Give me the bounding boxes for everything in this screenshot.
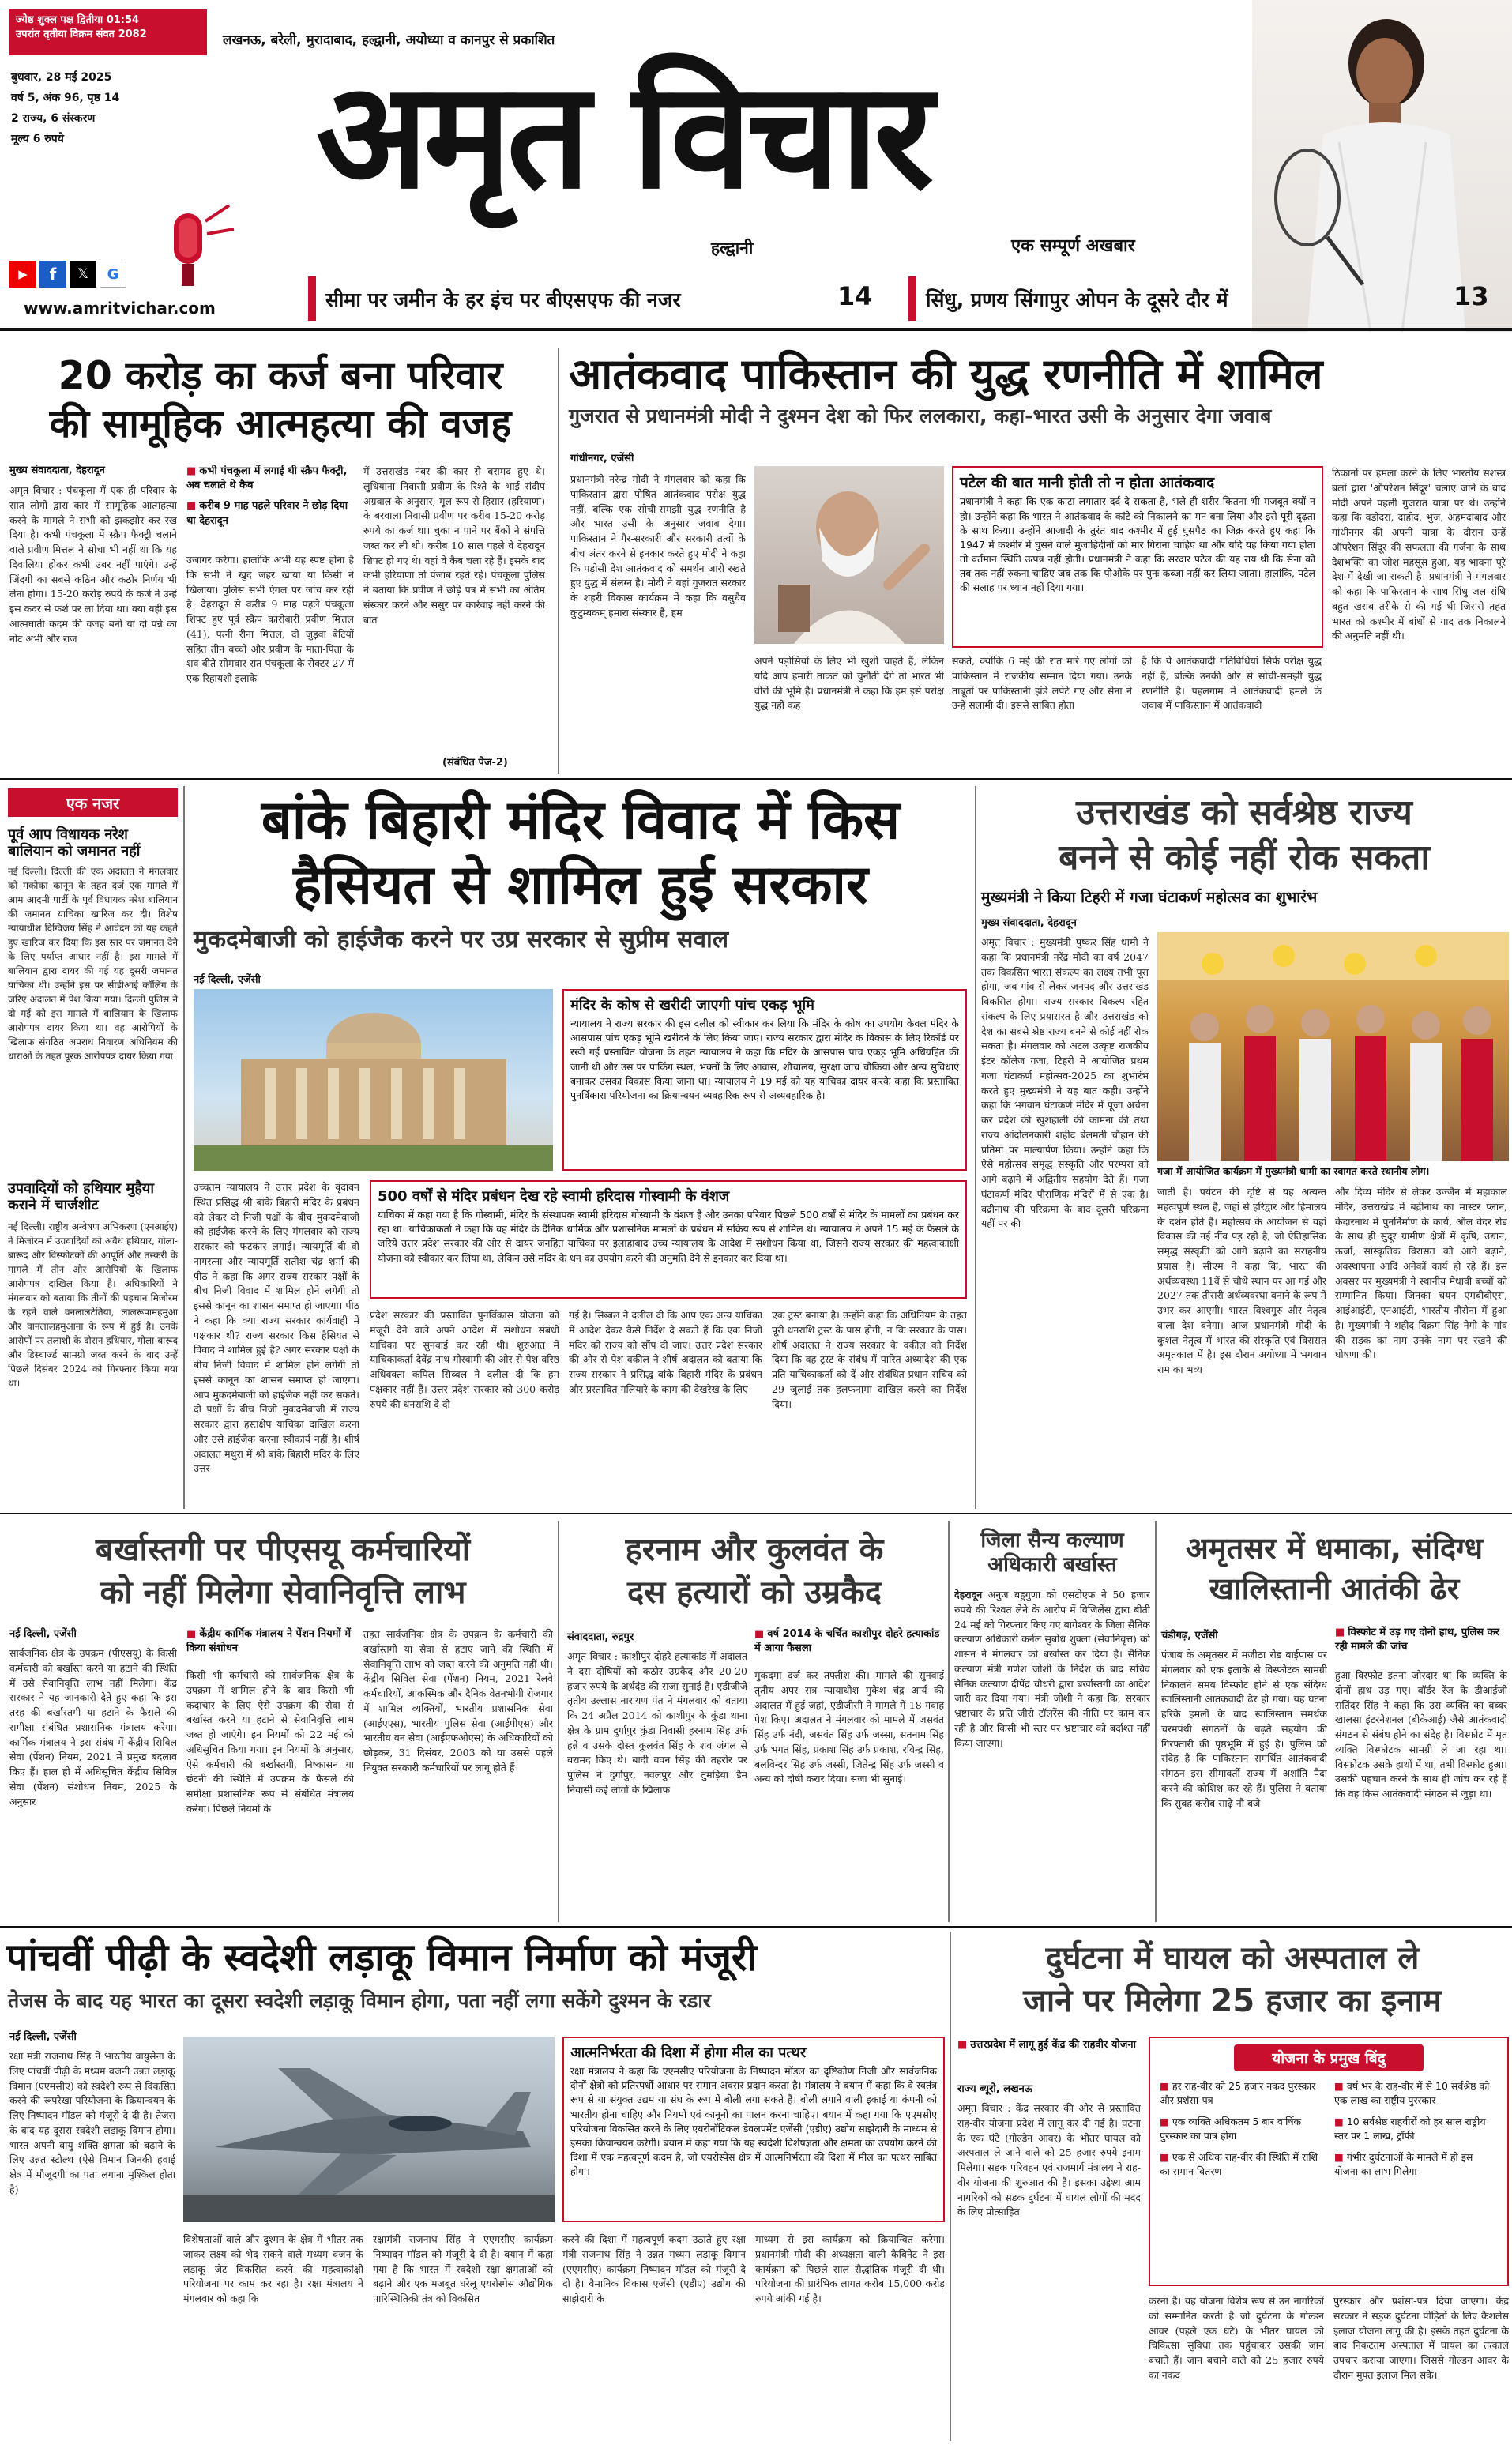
s10-col-a: अमृत विचार : केंद्र सरकार की ओर से प्रस्तावित राह-वीर योजना प्रदेश में लागू कर दी गई है। घटना के एक घंटे (गोल्डेन आवर) के भीतर घायल को अस्पताल ले जाने वाले को 25 हजार रुपये इनाम मिलेगा। सड़क परिवहन एवं राजमार्ग मंत्रालय ने राह-वीर योजना की शुरुआत की है। इसका उद्देश्य आम नागरिकों को सड़क दुर्घटना में घायल लोगों की मदद के लिए प्रोत्साहित: [957, 2102, 1141, 2218]
s3-box1-title: मंदिर के कोष से खरीदी जाएगी पांच एकड़ भूमि: [570, 997, 814, 1014]
tagline: एक सम्पूर्ण अखबार: [1011, 236, 1135, 256]
s10-point: ■ 10 सर्वश्रेष्ठ राहवीरों को हर साल राष्ट्रीय स्तर पर 1 लाख, ट्रॉफी: [1334, 2116, 1486, 2142]
s8-bullet: ■ विस्फोट में उड़ गए दोनों हाथ, पुलिस कर रही मामले की जांच: [1335, 1627, 1499, 1653]
divider: [0, 1926, 1512, 1928]
s9-col-b: विशेषताओं वाले और दुश्मन के क्षेत्र में भीतर तक जाकर लक्ष्य को भेद सकने वाले मध्यम वजन के लड़ाकू जेट विकसित करने की महत्वाकांक्षी परियोजना पर काम कर रहा है। रक्षा मंत्रालय ने मंगलवार को कहा कि: [183, 2233, 363, 2304]
s2-headline: आतंकवाद पाकिस्तान की युद्ध रणनीति में शामिल: [569, 349, 1323, 399]
s5-col-c: तहत सार्वजनिक क्षेत्र के उपक्रम के कर्मचारी की बर्खास्तगी या सेवा से हटाए जाने की स्थिति में सेवानिवृत्ति लाभ को जब्त करने की अनुमति नहीं थी। केंद्रीय सिविल सेवा (पेंशन) नियम, 2021 रेलवे कर्मचारियों, आकस्मिक और दैनिक वेतनभोगी रोजगार में शामिल व्यक्तियों, भारतीय प्रशासनिक सेवा (आईएएस), भारतीय पुलिस सेवा (आईपीएस) और भारतीय वन सेवा (आईएफओएस) के अधिकारियों को छोड़कर, 31 दिसंबर, 2003 को या उससे पहले नियुक्त सरकारी कर्मचारियों पर लागू होते हैं।: [363, 1628, 553, 1774]
s5-headline: बर्खास्तगी पर पीएसयू कर्मचारियों को नहीं मिलेगा सेवानिवृत्ति लाभ: [95, 1532, 471, 1611]
ek-nazar-b2: नई दिल्ली। राष्ट्रीय अन्वेषण अभिकरण (एनआईए) ने मिजोरम में उग्रवादियों को अवैध हथियार, गोला-बारूद और विस्फोटकों की आपूर्ति और तस्करी के मामले में तीन और आरोपियों के खिलाफ आरोपपत्र दाखिल किया है। अधिकारियों ने मंगलवार को बताया कि तीनों की पहचान मिजोरम के रहने वाले वनलालटेतिया, लालरूपामहमुआ और वानलालहमुआना के रूप में हुई है। उनके आरोपों पर तलाशी के दौरान हथियार, गोला-बारूद और डिस्चार्ज्ड सामग्री जब्त करने के बाद उन्हें पिछले दिसंबर 2024 को गिरफ्तार किया गया था।: [8, 1221, 178, 1389]
divider: [558, 1521, 559, 1922]
s3-dateline: नई दिल्ली, एजेंसी: [194, 974, 261, 986]
s5-col-b: किसी भी कर्मचारी को सार्वजनिक क्षेत्र के उपक्रम में शामिल होने के बाद किसी भी कदाचार के लिए ऐसे उपक्रम की सेवा से बर्खास्त करने या हटाने से सेवानिवृत्ति लाभ जब्त हो जाएंगे। इन नियमों को 22 मई को अधिसूचित किया गया। इन नियमों के अनुसार, ऐसे कर्मचारी की बर्खास्तगी, निष्कासन या छंटनी की स्थिति में उपक्रम के फैसले की समीक्षा प्रशासनिक रूप से संबंधित मंत्रालय करेगा। पिछले नियमों के: [186, 1669, 354, 1815]
social-icons: [9, 261, 126, 288]
date-info: [11, 68, 119, 150]
s8-col-b: हुआ विस्फोट इतना जोरदार था कि व्यक्ति के दोनों हाथ उड़ गए। बॉर्डर रेंज के डीआईजी सतिंदर सिंह ने कहा कि उस व्यक्ति का बब्बर खालसा इंटरनेशनल (बीकेआई) जैसे आतंकवादी संगठन से संबंध होने का संदेह है। विस्फोट में मृत व्यक्ति विस्फोटक सामग्री ले जा रहा था। विस्फोटक उसके हाथों में था, तभी विस्फोट हुआ। उसकी पहचान करने के साथ ही जांच कर रहे हैं कि वह किस आतंकवादी संगठन से जुड़ा था।: [1335, 1669, 1507, 1800]
city-name: हल्द्वानी: [711, 239, 754, 258]
s10-box-points: [1150, 2076, 1507, 2181]
x-icon[interactable]: 𝕏: [70, 261, 96, 288]
s7-body: देहरादून अनुज बहुगुणा को एसटीएफ ने 50 हजार रुपये की रिश्वत लेने के आरोप में विजिलेंस द्वारा बीती 24 मई को गिरफ्तार किए गए बागेश्वर के जिला सैनिक कल्याण अधिकारी कर्नल सुबोध शुक्ला (सेवानिवृत्त) को शासन ने मंगलवार को बर्खास्त कर दिया है। सैनिक कल्याण मंत्री गणेश जोशी के निर्देश के बाद सचिव सैनिक कल्याण दीपेंद्र चौधरी द्वारा बर्खास्तगी का आदेश जारी कर दिया गया। मंत्री जोशी ने कहा कि, सरकार भ्रष्टाचार के प्रति जीरो टॉलरेंस की नीति पर काम कर रही है और किसी भी स्तर पर भ्रष्टाचार को बर्दाश्त नहीं किया जाएगा।: [954, 1589, 1150, 1749]
s8-col-a: पंजाब के अमृतसर में मजीठा रोड बाईपास पर मंगलवार को एक इलाके से विस्फोटक सामग्री निकालने समय विस्फोट होने से एक संदिग्ध खालिस्तानी आतंकवादी ढेर हो गया। यह घटना हरिके हमलों के बाद खालिस्तान समर्थक चरमपंथी संगठनों के बढ़ते सहयोग की गिरफ्तारी की पृष्ठभूमि में हुई है। पुलिस को संदेह है कि पाकिस्तान समर्थित आतंकवादी संगठन इस सीमावर्ती राज्य में अशांति पैदा करने की कोशिश कर रहे हैं। पुलिस ने बताया कि सुबह करीब साढ़े नौ बजे: [1161, 1649, 1327, 1809]
facebook-icon[interactable]: f: [39, 261, 66, 288]
ek-nazar-h2: उपवादियों को हथियार मुहैया कराने में चार्जशीट: [8, 1180, 154, 1214]
s6-col-a: अमृत विचार : काशीपुर दोहरे हत्याकांड में अदालत ने दस दोषियों को कठोर उम्रकैद और 20-20 हजार रुपये के अर्थदंड की सजा सुनाई है। एडीजीजे तृतीय उल्लास नारायण पंत ने मंगलवार को बताया कि 24 अप्रैल 2014 को काशीपुर के कुंडा थाना क्षेत्र के ग्राम दुर्गापुर कुंडा निवासी हरनाम सिंह उर्फ हन्ने व उसके दोस्त कुलवंत सिंह के शव जंगल से बरामद किए थे। बादी ववन सिंह की तहरीर पर पुलिस ने दुर्गापुर, नवलपुर और तुमड़िया डैम निवासी कई लोगों के खिलाफ: [567, 1650, 747, 1796]
divider: [558, 348, 559, 774]
divider: [948, 1521, 950, 1922]
s1-bullets: [186, 465, 354, 528]
teaser-bar: [308, 276, 1512, 321]
s2-patel-box: [952, 466, 1323, 648]
s2-box-body: प्रधानमंत्री ने कहा कि एक काटा लगातार दर्द दे सकता है, भले ही शरीर कितना भी मजबूत क्यों न हो। उन्होंने कहा कि भारत ने आतंकवाद के कांटे को निकालने का मन बना लिया और इसे पूरी दृढ़ता के साथ किया। उन्होंने आजादी के तुरंत बाद कश्मीर में हुई घुसपैठ का जिक्र करते हुए कहा कि 1947 में कश्मीर में घुसने वाले मुजाहिदीनों को मार गिराना चाहिए था और यदि यह किया गया होता तो वर्तमान स्थिति उत्पन्न नहीं होती। प्रधानमंत्री ने कहा कि सरदार पटेल की यह राय थी कि सेना को तब तक नहीं रुकना चाहिए जब तक कि पीओके पर पुनः कब्जा नहीं कर लिया जाता। हालांकि, पटेल की सलाह पर ध्यान नहीं दिया गया।: [960, 495, 1315, 594]
s2-dateline: गांधीनगर, एजेंसी: [570, 453, 634, 465]
s9-box-title: आत्मनिर्भरता की दिशा में होगा मील का पत्थर: [570, 2044, 807, 2061]
s10-box-title: योजना के प्रमुख बिंदु: [1234, 2044, 1424, 2071]
s5-dateline: नई दिल्ली, एजेंसी: [9, 1628, 77, 1640]
s1-bullet-1: ■ कभी पंचकूला में लगाई थी स्क्रैप फैक्ट्री, अब चलाते थे कैब: [186, 465, 348, 492]
edition-info: 2 राज्य, 6 संस्करण: [11, 111, 96, 125]
teaser-2-page: 13: [1454, 281, 1489, 311]
s1-headline: 20 करोड़ का कर्ज बना परिवार की सामूहिक आत्महत्या की वजह: [49, 353, 512, 447]
google-icon[interactable]: G: [100, 261, 126, 288]
cm-dhami-event-photo: [1157, 932, 1509, 1161]
s1-col-b: उजागर करेगा। हालांकि अभी यह स्पष्ट होना है कि सभी ने खुद जहर खाया या किसी ने खिलाया। पुलिस सभी एंगल पर जांच कर रही है। देहरादून से करीब 9 माह पहले पंचकूला शिफ्ट हुए पूर्व स्क्रैप कारोबारी प्रवीण मित्तल (41), पत्नी रीना मित्तल, दो जुड़वां बेटियों सहित तीन बच्चों और प्रवीण के माता-पिता के शव बीते सोमवार रात पंचकूला के सेक्टर 27 में एक रिहायशी इलाके: [186, 554, 354, 684]
panchang-line-2: उपरांत तृतीया विक्रम संवत 2082: [16, 28, 147, 41]
ek-nazar-h1: पूर्व आप विधायक नरेश बालियान को जमानत नहीं: [8, 826, 141, 860]
divider: [1155, 1521, 1157, 1922]
s10-point: ■ हर राह-वीर को 25 हजार नकद पुरस्कार और प्रशंसा-पत्र: [1160, 2080, 1316, 2106]
s3-box2-title: 500 वर्षों से मंदिर प्रबंधन देख रहे स्वामी हरिदास गोस्वामी के वंशज: [378, 1188, 730, 1205]
s6-headline: हरनाम और कुलवंत के दस हत्यारों को उम्रकैद: [625, 1532, 884, 1611]
s2-col-d: है कि ये आतंकवादी गतिविधियां सिर्फ परोक्ष युद्ध नहीं हैं, बल्कि उनकी ओर से सोची-समझी युद्ध रणनीति है। पहलगाम में आतंकवादी हमले के जवाब में पाकिस्तान में आतंकवादी: [1142, 655, 1322, 712]
s3-col-a: उच्चतम न्यायालय ने उत्तर प्रदेश के वृंदावन स्थित प्रसिद्ध श्री बांके बिहारी मंदिर के प्रबंधन को लेकर दो निजी पक्षों के बीच मुकदमेबाजी को हाईजैक करने के लिए मंगलवार को राज्य सरकार को फटकार लगाई। न्यायमूर्ति बी वी नागरत्ना और न्यायमूर्ति सतीश चंद्र शर्मा की पीठ ने कहा कि अगर राज्य सरकार पक्षों के बीच निजी विवाद में शामिल होने लगेगी तो इससे कानून का शासन समाप्त हो जाएगा। पीठ ने कहा कि क्या राज्य सरकार कार्यवाही में पक्षकार थी? राज्य सरकार किस हैसियत से विवाद में शामिल हुई है? अगर सरकार पक्षों के बीच निजी विवाद में शामिल होने लगेगी तो इससे कानून का शासन समाप्त हो जाएगा। आप मुकदमेबाजी को हाईजैक नहीं कर सकते। दो पक्षों के बीच निजी मुकदमेबाजी में राज्य सरकार द्वारा हस्तक्षेप याचिका दाखिल करना और उसे हाईजैक करना स्वीकार्य नहीं है। शीर्ष अदालत मथुरा में श्री बांके बिहारी मंदिर के लिए उत्तर: [194, 1181, 359, 1475]
s3-land-box: [562, 989, 967, 1171]
s7-headline: जिला सैन्य कल्याण अधिकारी बर्खास्त: [980, 1529, 1124, 1577]
s10-point: ■ एक से अधिक राह-वीर की स्थिति में राशि का समान वितरण: [1160, 2151, 1318, 2177]
s9-box-body: रक्षा मंत्रालय ने कहा कि एएमसीए परियोजना के निष्पादन मॉडल का दृष्टिकोण निजी और सार्वजनिक दोनों क्षेत्रों को प्रतिस्पर्धी आधार पर समान अवसर प्रदान करता है। मंत्रालय ने बयान में कहा कि वे स्वतंत्र रूप से या संयुक्त उद्यम या संघ के रूप में बोली लगा सकते हैं। बोली लगाने वाली इकाई या कंपनी को भारतीय होना चाहिए और नियमों एवं कानूनों का पालन करना चाहिए। बयान में कहा गया कि एएमसीए परियोजना विकसित करने के लिए एयरोनॉटिकल डेवलपमेंट एजेंसी (एडीए) उद्योग साझेदारी के माध्यम से इसका क्रियान्वयन करेगी। बयान में कहा गया कि यह स्वदेशी विशेषज्ञता और क्षमता का उपयोग करने की दिशा में एक महत्वपूर्ण कदम है, जो एयरोस्पेस क्षेत्र में आत्मनिर्भरता की दिशा में मील का पत्थर साबित होगा।: [570, 2065, 937, 2178]
panchang-box: [9, 9, 207, 55]
divider: [0, 1513, 1512, 1514]
s10-point: ■ वर्ष भर के राह-वीर में से 10 सर्वश्रेष्ठ को एक लाख का राष्ट्रीय पुरस्कार: [1334, 2080, 1490, 2106]
s2-col-c: सकते, क्योंकि 6 मई की रात मारे गए लोगों को पाकिस्तान में राजकीय सम्मान दिया गया। उनके ताबूतों पर पाकिस्तानी झंडे लपेटे गए और सेना ने उन्हें सलामी दी। इससे साबित होता: [952, 655, 1132, 712]
s3-col-b: प्रदेश सरकार की प्रस्तावित पुनर्विकास योजना को मंजूरी देने वाले अपने आदेश में संशोधन संबंधी याचिका पर सुनवाई कर रही थी। शुरुआत में याचिकाकर्ता देवेंद्र नाथ गोस्वामी की ओर से पेश वरिष्ठ अधिवक्ता कपिल सिब्बल ने दलील दी कि हम पक्षकार नहीं हैं। उत्तर प्रदेश सरकार को 300 करोड़ रुपये की धनराशि दे दी: [370, 1309, 559, 1410]
s2-subhead: गुजरात से प्रधानमंत्री मोदी ने दुश्मन देश को फिर ललकारा, कहा-भारत उसी के अनुसार देगा जवाब: [569, 404, 1272, 427]
s3-box2-body: याचिका में कहा गया है कि गोस्वामी, मंदिर के संस्थापक स्वामी हरिदास गोस्वामी के वंशज हैं और उनका परिवार पिछले 500 वर्षों से मंदिर के मामलों का प्रबंधन कर रहा था। याचिकाकर्ता ने कहा कि वह मंदिर के दैनिक धार्मिक और प्रशासनिक मामलों के प्रबंधन में सक्रिय रूप से शामिल थे। न्यायालय ने अपने 15 मई के फैसले के जरिये उत्तर प्रदेश सरकार की ओर से दायर जनहित याचिका पर इलाहाबाद उच्च न्यायालय के आदेश में संशोधन किया था, जिसने राज्य सरकार की महत्वाकांक्षी योजना को स्वीकार कर लिया था, लेकिन उसे मंदिर के धन का उपयोग करने की अनुमति देने से इनकार कर दिया था।: [378, 1209, 959, 1264]
s2-col-e: ठिकानों पर हमला करने के लिए भारतीय सशस्त्र बलों द्वारा 'ऑपरेशन सिंदूर' चलाए जाने के बाद मोदी अपने पहली गुजरात यात्रा पर थे। उन्होंने कहा कि वडोदरा, दाहोद, भुज, अहमदाबाद और गांधीनगर की अपनी यात्रा के दौरान उन्हें ऑपरेशन सिंदूर की सफलता की गर्जना के साथ देशभक्ति का जोश महसूस हुआ, यह भावना पूरे देश में देखी जा सकती है। प्रधानमंत्री ने मंगलवार को कहा कि पाकिस्तान के साथ सिंधु जल संधि बहुत खराब तरीके से की गई थी जिससे तहत भारत को कश्मीर में बांधों से गाद तक निकालने की अनुमति नहीं थी।: [1332, 467, 1506, 642]
microphone-logo-icon: [150, 197, 237, 292]
s9-subhead: तेजस के बाद यह भारत का दूसरा स्वदेशी लड़ाकू विमान होगा, पता नहीं लगा सकेंगे दुश्मन के रडार: [8, 1989, 712, 2012]
s10-scheme-box: [1149, 2037, 1509, 2286]
s10-dateline: राज्य ब्यूरो, लखनऊ: [957, 2083, 1033, 2095]
s2-box-title: पटेल की बात मानी होती तो न होता आतंकवाद: [960, 474, 1215, 491]
s1-col-c: में उत्तराखंड नंबर की कार से बरामद हुए थे। लुधियाना निवासी प्रवीण के रिश्ते के भाई संदीप अग्रवाल के अनुसार, मूल रूप से हिसार (हरियाणा) के बरवाला निवासी प्रवीण पर करीब 15-20 करोड़ रुपये का कर्ज था। चुका न पाने पर बैंकों ने संपत्ति जब्त कर ली थी। करीब 10 साल पहले वे देहरादून शिफ्ट हो गए थे। वहां वे कैब चला रहे हैं। इसके बाद कभी हरियाणा तो पंजाब रहते रहे। पंचकूला पुलिस ने बताया कि प्रवीण ने छोड़े पत्र में सभी का अंतिम संस्कार करने और ससुर पर कार्रवाई नहीं करने की बात: [363, 465, 545, 626]
s3-col-c: गई है। सिब्बल ने दलील दी कि आप एक अन्य याचिका में आदेश देकर कैसे निर्देश दे सकते हैं कि एक निजी मंदिर को राज्य को सौंप दी जाए। उत्तर प्रदेश सरकार की ओर से पेश वकील ने शीर्ष अदालत को बताया कि राज्य सरकार ने प्रसिद्ध बांके बिहारी मंदिर के प्रबंधन और प्रस्तावित गलियारे के काम की देखरेख के लिए: [569, 1309, 762, 1395]
divider: [975, 786, 976, 1509]
s9-col-c: रक्षामंत्री राजनाथ सिंह ने एएमसीए कार्यक्रम निष्पादन मॉडल को मंजूरी दे दी है। बयान में कहा गया है कि भारत में स्वदेशी रक्षा क्षमताओं को बढ़ाने और एक मजबूत घरेलू एयरोस्पेस औद्योगिक पारिस्थितिकी तंत्र को विकसित: [373, 2233, 553, 2304]
s9-headline: पांचवीं पीढ़ी के स्वदेशी लड़ाकू विमान निर्माण को मंजूरी: [6, 1935, 757, 1980]
s3-subhead: मुकदमेबाजी को हाईजैक करने पर उप्र सरकार से सुप्रीम सवाल: [194, 926, 729, 954]
fighter-jet-photo: [183, 2037, 555, 2222]
s4-col-c: और दिव्य मंदिर से लेकर उज्जैन में महाकाल मंदिर, उत्तराखंड में बद्रीनाथ का मास्टर प्लान, केदारनाथ में पुनर्निर्माण के कार्य, ऑल वेदर रोड के साथ ही सुदूर ग्रामीण क्षेत्रों में कृषि, उद्यान, ऊर्जा, सांस्कृतिक विरासत को आगे बढ़ाने, अवस्थापना आदि अनेकों कार्य हो रहे हैं। इस अवसर पर मुख्यमंत्री ने स्थानीय मेधावी बच्चों को सम्मानित किया। जिनका चयन एमबीबीएस, आईआईटी, एनआईटी, भारतीय नौसेना में हुआ है। मुख्यमंत्री ने शहीद विक्रम सिंह नेगी के गांव की सड़क का नाम उनके नाम पर रखने की घोषणा की।: [1335, 1186, 1507, 1361]
masthead-rule: [0, 328, 1512, 331]
s10-point: ■ गंभीर दुर्घटनाओं के मामले में ही इस योजना का लाभ मिलेगा: [1334, 2151, 1473, 2177]
teaser-1[interactable]: सीमा पर जमीन के हर इंच पर बीएसएफ की नजर: [325, 288, 681, 311]
s1-col-a: अमृत विचार : पंचकूला में एक ही परिवार के सात लोगों द्वारा कार में सामूहिक आत्महत्या करने के मामले ने सभी को झकझोर कर रख दिया है। कभी पंचकूला में स्क्रैप फैक्ट्री चलाने वाले प्रवीण मित्तल ने सोचा भी नहीं था कि यह दिवालिया होकर कभी उबर नहीं पाएंगे। उन्हें जिंदगी का सबसे कठिन और कठोर निर्णय भी लेना होगा। 15-20 करोड़ रुपये के कर्ज ने उन्हें इस कदर से फर्श पर ला दिया था। क्या यही इस आत्मघाती कदम की वजह बनी या दो पन्ने का नोट अभी और राज: [9, 484, 177, 645]
s10-headline: दुर्घटना में घायल को अस्पताल ले जाने पर मिलेगा 25 हजार का इनाम: [1023, 1940, 1442, 2019]
s6-bullet: ■ वर्ष 2014 के चर्चित काशीपुर दोहरे हत्याकांड में आया फैसला: [754, 1628, 940, 1655]
s6-dateline: संवाददाता, रुद्रपुर: [567, 1631, 634, 1643]
s3-haridas-box: [370, 1180, 967, 1299]
s5-bullet: ■ केंद्रीय कार्मिक मंत्रालय ने पेंशन नियमों में किया संशोधन: [186, 1628, 352, 1655]
s4-headline: उत्तराखंड को सर्वश्रेष्ठ राज्य बनने से कोई नहीं रोक सकता: [1059, 792, 1430, 878]
s10-col-c: पुरस्कार और प्रशंसा-पत्र दिया जाएगा। केंद्र सरकार ने सड़क दुर्घटना पीड़ितों के लिए कैशलेस इलाज योजना लागू की है। इसके तहत दुर्घटना के बाद निकटतम अस्पताल में घायल का तत्काल उपचार कराया जाएगा। जिससे गोल्डन आवर के दौरान मुफ्त इलाज मिल सके।: [1333, 2295, 1509, 2381]
s9-col-d: करने की दिशा में महत्वपूर्ण कदम उठाते हुए रक्षा मंत्री राजनाथ सिंह ने उन्नत मध्यम लड़ाकू विमान (एएमसीए) कार्यक्रम निष्पादन मॉडल को मंजूरी दे दी है। वैमानिक विकास एजेंसी (एडीए) उद्योग की साझेदारी के: [562, 2233, 746, 2304]
modi-photo: [754, 466, 944, 644]
s3-col-d: एक ट्रस्ट बनाया है। उन्होंने कहा कि अधिनियम के तहत पूरी धनराशि ट्रस्ट के पास होगी, न कि सरकार के पास। शीर्ष अदालत ने राज्य सरकार के वकील को निर्देश दिया कि वह ट्रस्ट के संबंध में पारित अध्यादेश की एक प्रति याचिकाकर्ता को दें और संबंधित प्रधान सचिव को 29 जुलाई तक हलफनामा दाखिल करने का निर्देश दिया।: [772, 1309, 967, 1410]
divider: [950, 1932, 951, 2441]
s10-bullet: ■ उत्तरप्रदेश में लागू हुई केंद्र की राहवीर योजना: [957, 2039, 1136, 2051]
supreme-court-photo: [194, 989, 553, 1171]
editions-line: लखनऊ, बरेली, मुरादाबाद, हल्द्वानी, अयोध्या व कानपुर से प्रकाशित: [223, 32, 555, 48]
ek-nazar-label: एक नजर: [8, 788, 178, 817]
newspaper-title: अमृत विचार: [316, 50, 930, 221]
s9-dateline: नई दिल्ली, एजेंसी: [9, 2031, 77, 2043]
s4-photo-caption: गजा में आयोजित कार्यक्रम में मुख्यमंत्री धामी का स्वागत करते स्थानीय लोग।: [1157, 1165, 1430, 1177]
s4-subhead: मुख्यमंत्री ने किया टिहरी में गजा घंटाकर्ण महोत्सव का शुभारंभ: [981, 889, 1318, 906]
s1-bullet-2: ■ करीब 9 माह पहले परिवार ने छोड़ दिया था देहरादून: [186, 500, 348, 527]
s5-col-a: सार्वजनिक क्षेत्र के उपक्रम (पीएसयू) के किसी कर्मचारी को बर्खास्त करने या हटाने की स्थिति में उसे सेवानिवृत्ति लाभ नहीं मिलेगा। केंद्र सरकार ने यह जानकारी देते हुए कहा कि इस तरह की बर्खास्तगी या हटाने के फैसले की समीक्षा संबंधित प्रशासनिक मंत्रालय करेगा। कार्मिक मंत्रालय ने इस संबंध में केंद्रीय सिविल सेवा (पेंशन) नियम, 2021 में प्रमुख बदलाव किए हैं। हाल ही में अधिसूचित केंद्रीय सिविल सेवा (पेंशन) संशोधन नियम, 2025 के अनुसार: [9, 1647, 177, 1807]
s1-continued[interactable]: (संबंधित पेज-2): [442, 757, 508, 769]
ek-nazar-b1: नई दिल्ली। दिल्ली की एक अदालत ने मंगलवार को मकोका कानून के तहत दर्ज एक मामले में आम आदमी पार्टी के पूर्व विधायक नरेश बालियान की जमानत याचिका खारिज कर दी। विशेष न्यायाधीश दिग्विजय सिंह ने आवेदन को यह कहते हुए खारिज कर दिया कि इस स्तर पर जमानत देने के लिए पर्याप्त आधार नहीं है। इस मामले में बालियान द्वारा दायर की गई यह दूसरी जमानत याचिका थी। उन्होंने इस पर सीडीआई कॉलिंग के जरिए अदालत में पेश किया गया। दिल्ली पुलिस ने दो मई को इस मामले में बालियान के खिलाफ आरोपपत्र दायर किया था। वह आरोपियों के खिलाफ संगठित अपराध निवारण अधिनियम की धाराओं के तहत पूरक आरोपपत्र दायर किया गया।: [8, 866, 178, 1062]
teaser-2[interactable]: सिंधु, प्रणय सिंगापुर ओपन के दूसरे दौर में: [926, 288, 1228, 311]
s2-col-b: अपने पड़ोसियों के लिए भी खुशी चाहते हैं, लेकिन यदि आप हमारी ताकत को चुनौती देंगे तो भारत भी वीरों की भूमि है। प्रधानमंत्री ने कहा कि हम इसे परोक्ष युद्ध नहीं कह: [754, 655, 944, 712]
s4-col-a: अमृत विचार : मुख्यमंत्री पुष्कर सिंह धामी ने कहा कि प्रधानमंत्री नरेंद्र मोदी का वर्ष 2047 तक विकसित भारत संकल्प का लक्ष्य तभी पूरा होगा, जब गांव से लेकर जनपद और उत्तराखंड विकसित होगा। राज्य सरकार विकल्प रहित संकल्प के लिए प्रयासरत है और उत्तराखंड को देश का सबसे श्रेष्ठ राज्य बनने से कोई नहीं रोक सकता है। मंगलवार को अटल उत्कृष्ट राजकीय इंटर कॉलेज गजा, टिहरी में आयोजित प्रथम गजा घंटाकर्ण महोत्सव-2025 का शुभारंभ करते हुए मुख्यमंत्री ने यह बात कही। उन्होंने कहा कि भगवान घंटाकर्ण मंदिर में पूजा अर्चना कर प्रदेश की खुशहाली की कामना की तथा राज्य आंदोलनकारी शहीद बेलमती चौहान की प्रतिमा पर माल्यार्पण किया। उन्होंने कहा कि ऐसे महोत्सव समृद्ध संस्कृति और परम्परा को आगे बढ़ाने में अद्वितीय सहयोग देते हैं। गजा घंटाकर्ण मंदिर पौराणिक मंदिरों में से एक है। बद्रीनाथ की परिक्रमा के बाद दूसरी परिक्रमा यहीं पर की: [981, 936, 1149, 1230]
price: मूल्य 6 रुपये: [11, 132, 64, 145]
divider: [183, 786, 185, 1509]
s9-milestone-box: [562, 2037, 945, 2222]
s1-dateline: मुख्य संवाददाता, देहरादून: [9, 465, 105, 476]
s4-dateline: मुख्य संवाददाता, देहरादून: [981, 917, 1077, 929]
s3-box1-body: न्यायालय ने राज्य सरकार की इस दलील को स्वीकार कर लिया कि मंदिर के कोष का उपयोग केवल मंदिर के आसपास पांच एकड़ भूमि खरीदने के लिए किया जाए। राज्य सरकार द्वारा मंदिर के विकास के लिए रिकॉर्ड पर रखी गई प्रस्तावित योजना के तहत न्यायालय ने कहा कि मंदिर के आसपास पांच एकड़ भूमि अधिग्रहित की जानी थी और उस पर पार्किंग स्थल, भक्तों के लिए आवास, शौचालय, सुरक्षा जांच चौकियां और अन्य सुविधाएं बनाकर उसका विकास किया जाना था। न्यायालय ने 19 मई को यह याचिका दायर करके कहा कि प्रस्तावित पुनर्विकास परियोजना का क्रियान्वयन व्यवहारिक रूप से अव्यवहारिक है।: [570, 1017, 959, 1101]
teaser-1-page: 14: [837, 281, 873, 311]
s10-point: ■ एक व्यक्ति अधिकतम 5 बार वार्षिक पुरस्कार का पात्र होगा: [1160, 2116, 1302, 2142]
s4-col-b: जाती है। पर्यटन की दृष्टि से यह अत्यन्त महत्वपूर्ण स्थल है, जहां से हरिद्वार और हिमालय के दर्शन होते हैं। महोत्सव के आयोजन से यहां विकास की नई नींव पड़ रही है, जो ऐतिहासिक समृद्ध संस्कृति को आगे बढ़ाने का सराहनीय प्रयास है। सीएम ने कहा कि, भारत की अर्थव्यवस्था 11वें से चौथे स्थान पर आ गई और 2027 तक तीसरी अर्थव्यवस्था बनाने के रूप में उभर कर आएगी। भारत विश्वगुरु और नेतृत्व वाला देश बनेगा। आज प्रधानमंत्री मोदी के कुशल नेतृत्व में भारत की संस्कृति एवं विरासत अमृतकाल में है। इस दौरान अयोध्या में भगवान राम का भव्य: [1157, 1186, 1326, 1375]
s8-dateline: चंडीगढ़, एजेंसी: [1161, 1630, 1218, 1642]
s2-col-a: प्रधानमंत्री नरेन्द्र मोदी ने मंगलवार को कहा कि पाकिस्तान द्वारा पोषित आतंकवाद परोक्ष युद्ध नहीं, बल्कि एक सोची-समझी युद्ध रणनीति है और भारत उसी के अनुसार जवाब देगा। पाकिस्तान ने गैर-सरकारी और सरकारी तत्वों के बीच अंतर करने से इनकार करते हुए मोदी ने कहा कि पड़ोसी देश आतंकवाद को समर्थन जारी रखते हुए युद्ध में संलग्न है। मोदी ने यहां गुजरात सरकार के शहरी विकास कार्यक्रम में कहा कि वसुधैव कुटुम्बकम् हमारा संस्कार है, हम: [570, 473, 746, 619]
issue-date: बुधवार, 28 मई 2025: [11, 71, 112, 84]
s8-headline: अमृतसर में धमाका, संदिग्ध खालिस्तानी आतंकी ढेर: [1185, 1531, 1484, 1607]
s3-headline: बांके बिहारी मंदिर विवाद में किस हैसियत से शामिल हुई सरकार: [261, 789, 901, 916]
s9-col-e: माध्यम से इस कार्यक्रम को क्रियान्वित करेगा। प्रधानमंत्री मोदी की अध्यक्षता वाली कैबिनेट ने इस कार्यक्रम को पिछले साल सैद्धांतिक मंजूरी दी थी। परियोजना की प्रारंभिक लागत करीब 15,000 करोड़ रुपये आंकी गई है।: [755, 2233, 945, 2304]
website[interactable]: www.amritvichar.com: [24, 299, 216, 318]
panchang-line-1: ज्येष्ठ शुक्ल पक्ष द्वितीया 01:54: [16, 14, 140, 26]
s10-col-b: करना है। यह योजना विशेष रूप से उन नागरिकों को सम्मानित करती है जो दुर्घटना के गोल्डन आवर (पहले एक घंटे) के भीतर घायल को चिकित्सा सुविधा तक पहुंचाकर उसकी जान बचाते हैं। जान बचाने वाले को 25 हजार रुपये का नकद: [1149, 2295, 1324, 2381]
s9-col-a: रक्षा मंत्री राजनाथ सिंह ने भारतीय वायुसेना के लिए पांचवीं पीढ़ी के मध्यम वजनी उन्नत लड़ाकू विमान (एएमसीए) को स्वदेशी रूप से विकसित करने की रूपरेखा परियोजना के क्रियान्वयन के लिए निष्पादन मॉडल को मंजूरी दे दी है। तेजस के बाद यह दूसरा स्वदेशी लड़ाकू विमान होगा। भारत अपनी वायु शक्ति क्षमता को बढ़ाने के लिए उन्नत स्टील्थ (ऐसे विमान जिनकी हवाई क्षेत्र में मौजूदगी का पता लगाना मुश्किल होता है): [9, 2050, 175, 2195]
youtube-icon[interactable]: ▶: [9, 261, 36, 288]
divider: [0, 778, 1512, 780]
s6-col-b: मुकदमा दर्ज कर तफ्तीश की। मामले की सुनवाई तृतीय अपर सत्र न्यायाधीश मुकेश चंद्र आर्य की अदालत में हुई जहां, एडीजीसी ने मामले में 18 गवाह पेश किए। अदालत ने मंगलवार को मामले में जसवंत सिंह उर्फ नंदी, जसवंत सिंह उर्फ जस्सा, सतनाम सिंह उर्फ भगत सिंह, प्रकाश सिंह उर्फ प्रकाश, रविन्द्र सिंह, बलविन्दर सिंह उर्फ जस्सी, जितेन्द्र सिंह उर्फ जस्सी व अन्य को दोषी करार दिया। सजा भी सुनाई।: [754, 1669, 944, 1785]
issue-number: वर्ष 5, अंक 96, पृष्ठ 14: [11, 91, 120, 104]
